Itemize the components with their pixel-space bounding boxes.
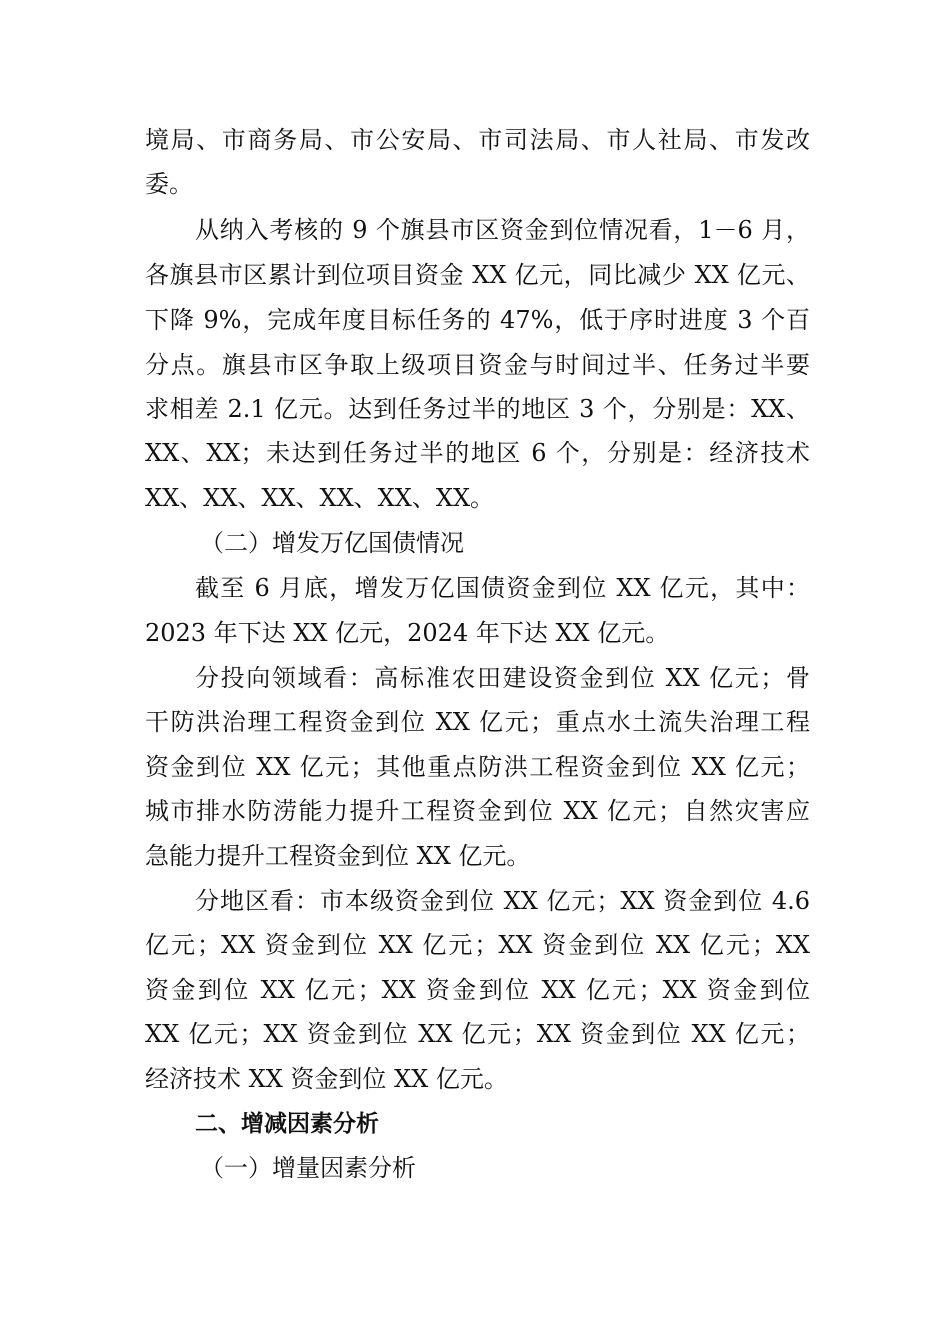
paragraph-1-line-1: 境局、市商务局、市公安局、市司法局、市人社局、市发改: [145, 126, 810, 154]
paragraph-2-line-5: 求相差 2.1 亿元。达到任务过半的地区 3 个，分别是：XX、: [145, 395, 810, 423]
paragraph-2-line-6: XX、XX；未达到任务过半的地区 6 个，分别是：经济技术: [145, 439, 810, 467]
paragraph-2-line-2: 各旗县市区累计到位项目资金 XX 亿元，同比减少 XX 亿元、: [145, 261, 810, 289]
paragraph-4-line-2: 干防洪治理工程资金到位 XX 亿元；重点水土流失治理工程: [145, 708, 810, 736]
paragraph-2-line-7: XX、XX、XX、XX、XX、XX。: [145, 484, 495, 512]
subheading-increment-factors: （一）增量因素分析: [200, 1154, 416, 1182]
paragraph-5-line-5: 经济技术 XX 资金到位 XX 亿元。: [145, 1065, 508, 1093]
paragraph-2-line-4: 分点。旗县市区争取上级项目资金与时间过半、任务过半要: [145, 351, 810, 379]
subheading-bond-status: （二）增发万亿国债情况: [200, 529, 464, 557]
paragraph-2-line-3: 下降 9%，完成年度目标任务的 47%，低于序时进度 3 个百: [145, 306, 810, 334]
paragraph-1-line-2: 委。: [145, 170, 193, 198]
paragraph-4-line-3: 资金到位 XX 亿元；其他重点防洪工程资金到位 XX 亿元；: [145, 753, 810, 781]
paragraph-5-line-3: 资金到位 XX 亿元；XX 资金到位 XX 亿元；XX 资金到位: [145, 976, 810, 1004]
paragraph-2-line-1: 从纳入考核的 9 个旗县市区资金到位情况看，1－6 月，: [195, 216, 810, 244]
paragraph-3-line-1: 截至 6 月底，增发万亿国债资金到位 XX 亿元，其中：: [195, 574, 810, 602]
paragraph-3-line-2: 2023 年下达 XX 亿元，2024 年下达 XX 亿元。: [145, 619, 670, 647]
paragraph-5-line-2: 亿元；XX 资金到位 XX 亿元；XX 资金到位 XX 亿元；XX: [145, 931, 810, 959]
paragraph-4-line-1: 分投向领域看：高标准农田建设资金到位 XX 亿元；骨: [195, 664, 810, 692]
paragraph-4-line-4: 城市排水防涝能力提升工程资金到位 XX 亿元；自然灾害应: [145, 797, 810, 825]
paragraph-5-line-1: 分地区看：市本级资金到位 XX 亿元；XX 资金到位 4.6: [195, 887, 810, 915]
paragraph-5-line-4: XX 亿元；XX 资金到位 XX 亿元；XX 资金到位 XX 亿元；: [145, 1020, 810, 1048]
paragraph-4-line-5: 急能力提升工程资金到位 XX 亿元。: [145, 842, 531, 870]
section-heading-factor-analysis: 二、增减因素分析: [195, 1111, 379, 1137]
